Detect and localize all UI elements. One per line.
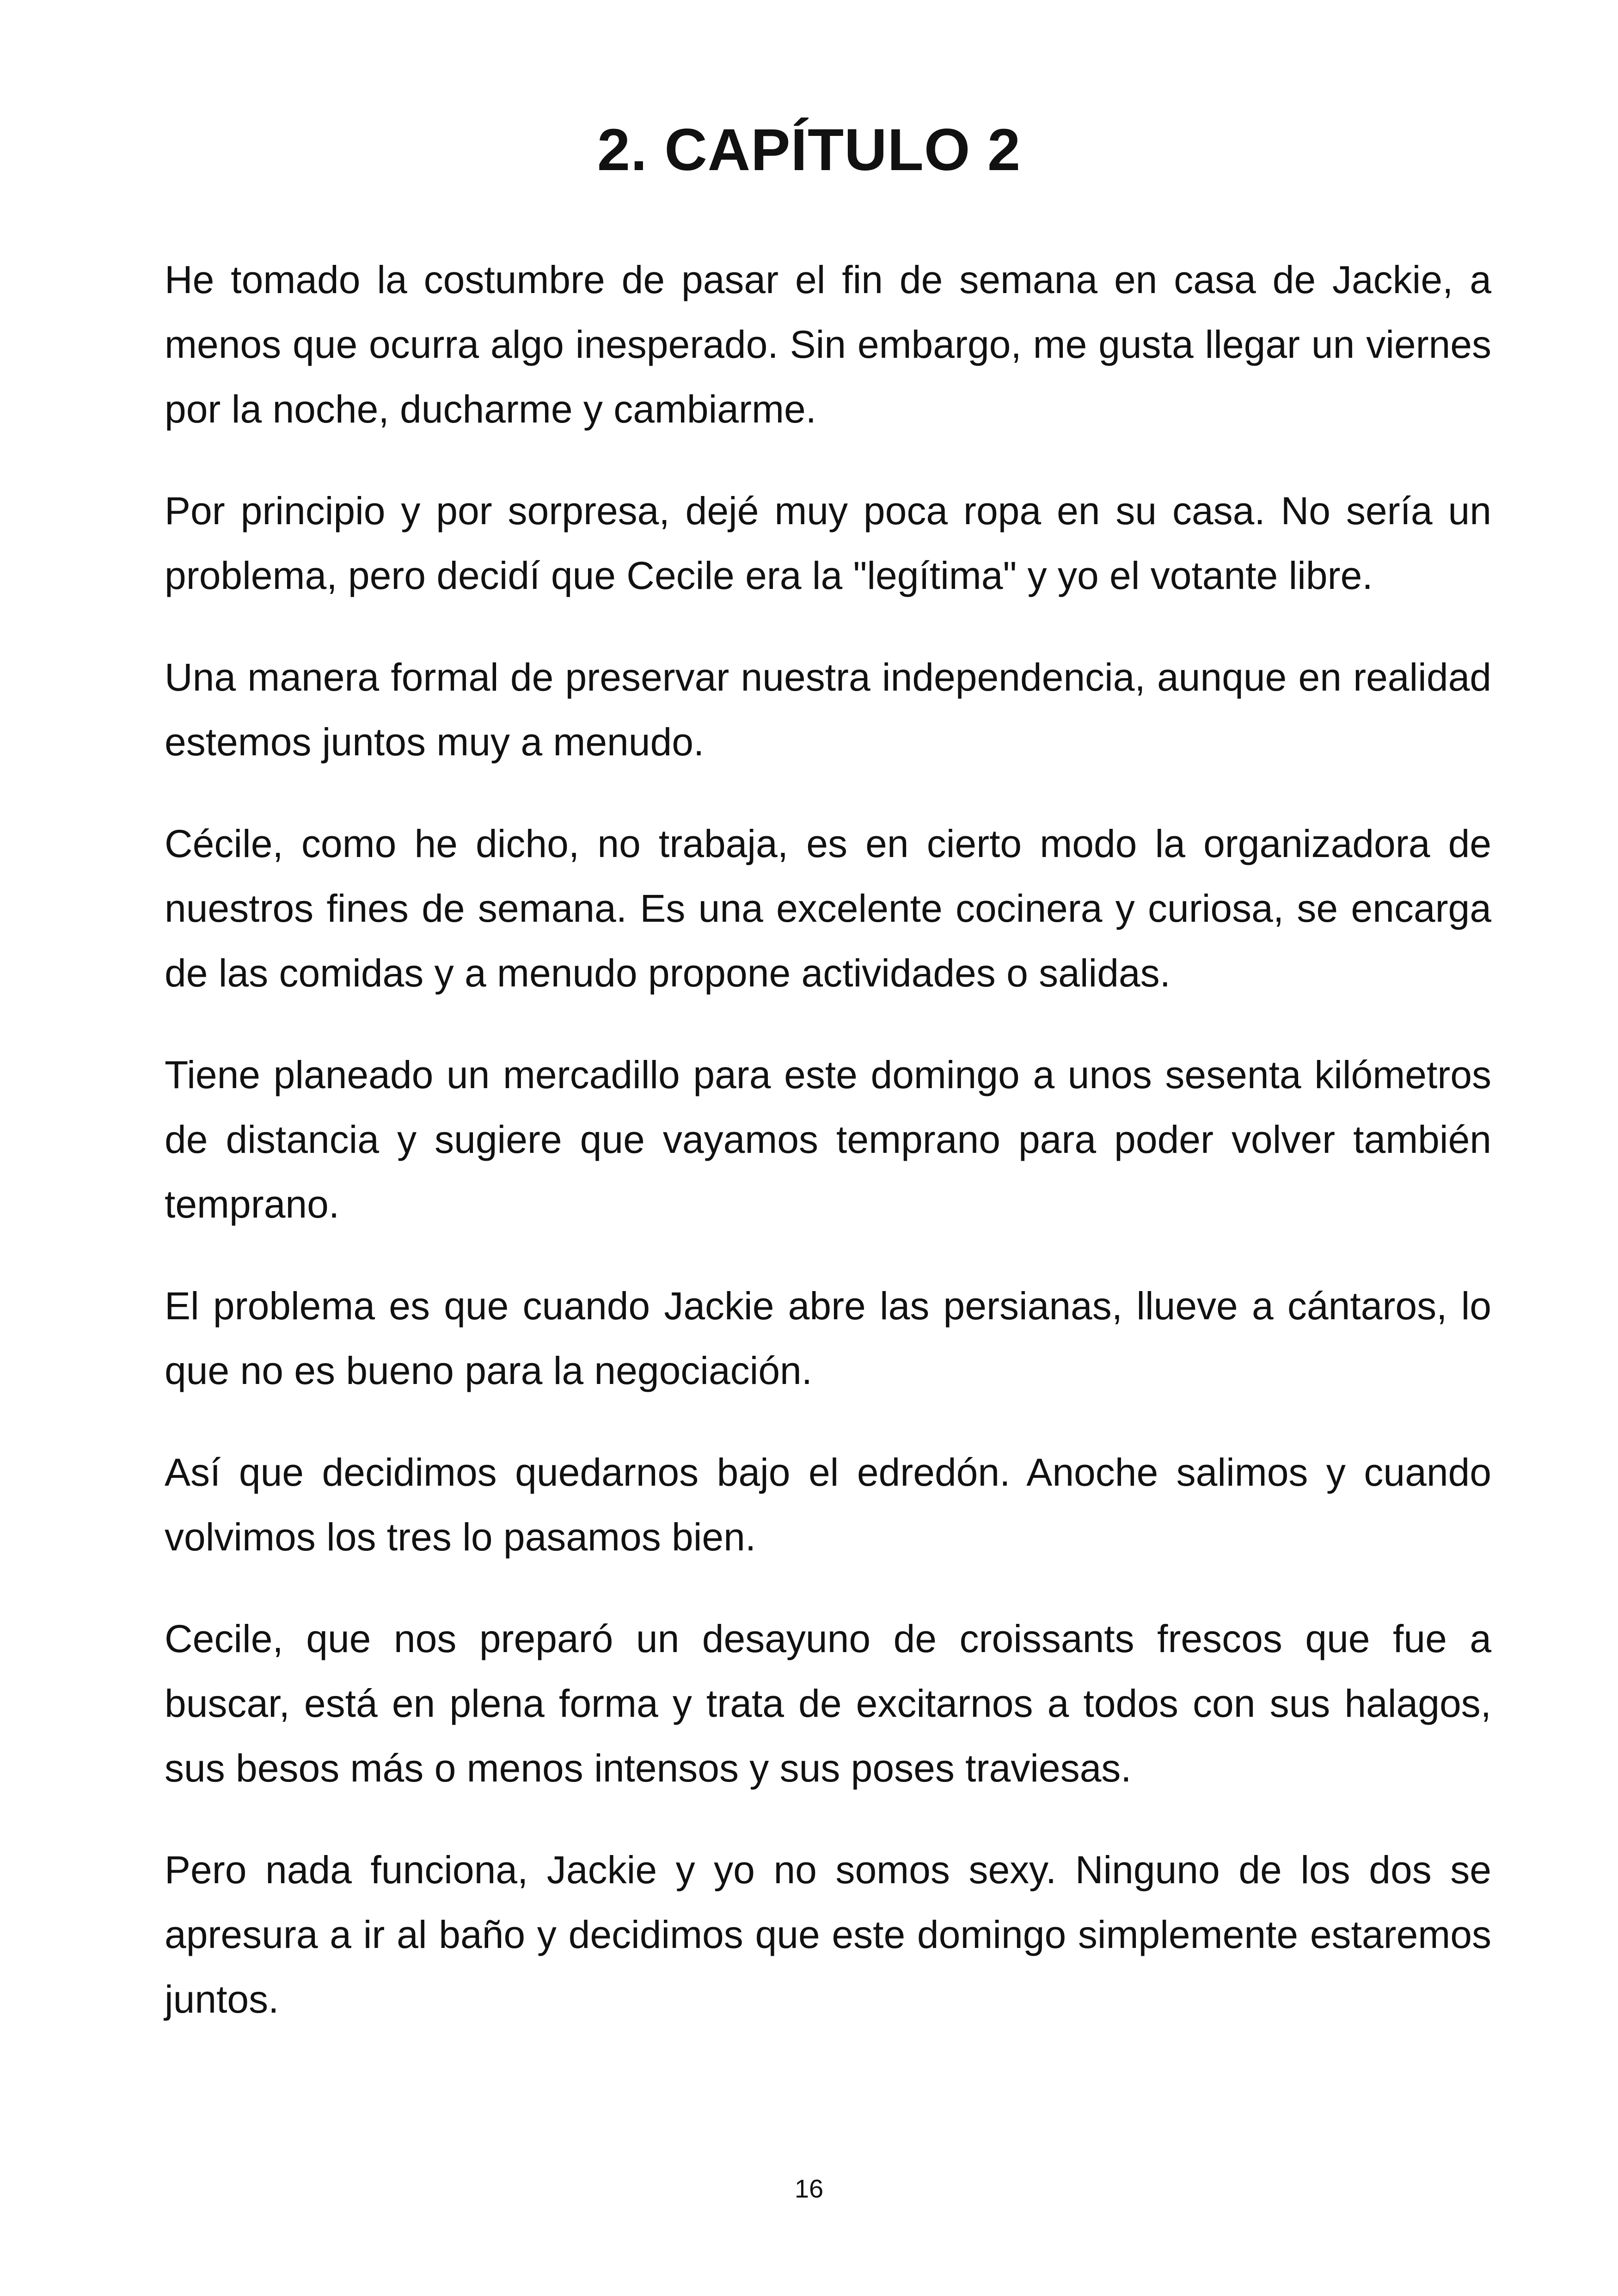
paragraph-8: Cecile, que nos preparó un desayuno de croissants frescos que fue a buscar, está en plena forma y trata de excitarnos a todos con sus halagos, sus besos más o menos intensos y sus poses traviesas. [165,1617,1491,1790]
paragraph-5: Tiene planeado un mercadillo para este domingo a unos sesenta kilómetros de distancia y sugiere que vayamos temprano para poder volver también temprano. [165,1053,1491,1226]
paragraph-3: Una manera formal de preservar nuestra independencia, aunque en realidad estemos juntos muy a menudo. [165,655,1491,764]
paragraph-4: Cécile, como he dicho, no trabaja, es en cierto modo la organizadora de nuestros fines de semana. Es una excelente cocinera y curiosa, se encarga de las comidas y a menudo propone actividades o salidas. [165,822,1491,995]
paragraph-7: Así que decidimos quedarnos bajo el edredón. Anoche salimos y cuando volvimos los tres lo pasamos bien. [165,1451,1491,1559]
paragraph-1: He tomado la costumbre de pasar el fin de semana en casa de Jackie, a menos que ocurra algo inesperado. Sin embargo, me gusta llegar un viernes por la noche, ducharme y cambiarme. [165,258,1491,431]
page-number: 16 [794,2174,824,2203]
paragraph-2: Por principio y por sorpresa, dejé muy poca ropa en su casa. No sería un problema, pero decidí que Cecile era la "legítima" y yo el votante libre. [165,489,1491,597]
paragraph-9: Pero nada funciona, Jackie y yo no somos sexy. Ninguno de los dos se apresura a ir al baño y decidimos que este domingo simplemente estaremos juntos. [165,1848,1491,2021]
chapter-title: 2. CAPÍTULO 2 [597,117,1021,183]
chapter-body [165,247,1491,2069]
paragraph-6: El problema es que cuando Jackie abre las persianas, llueve a cántaros, lo que no es bueno para la negociación. [165,1284,1491,1392]
